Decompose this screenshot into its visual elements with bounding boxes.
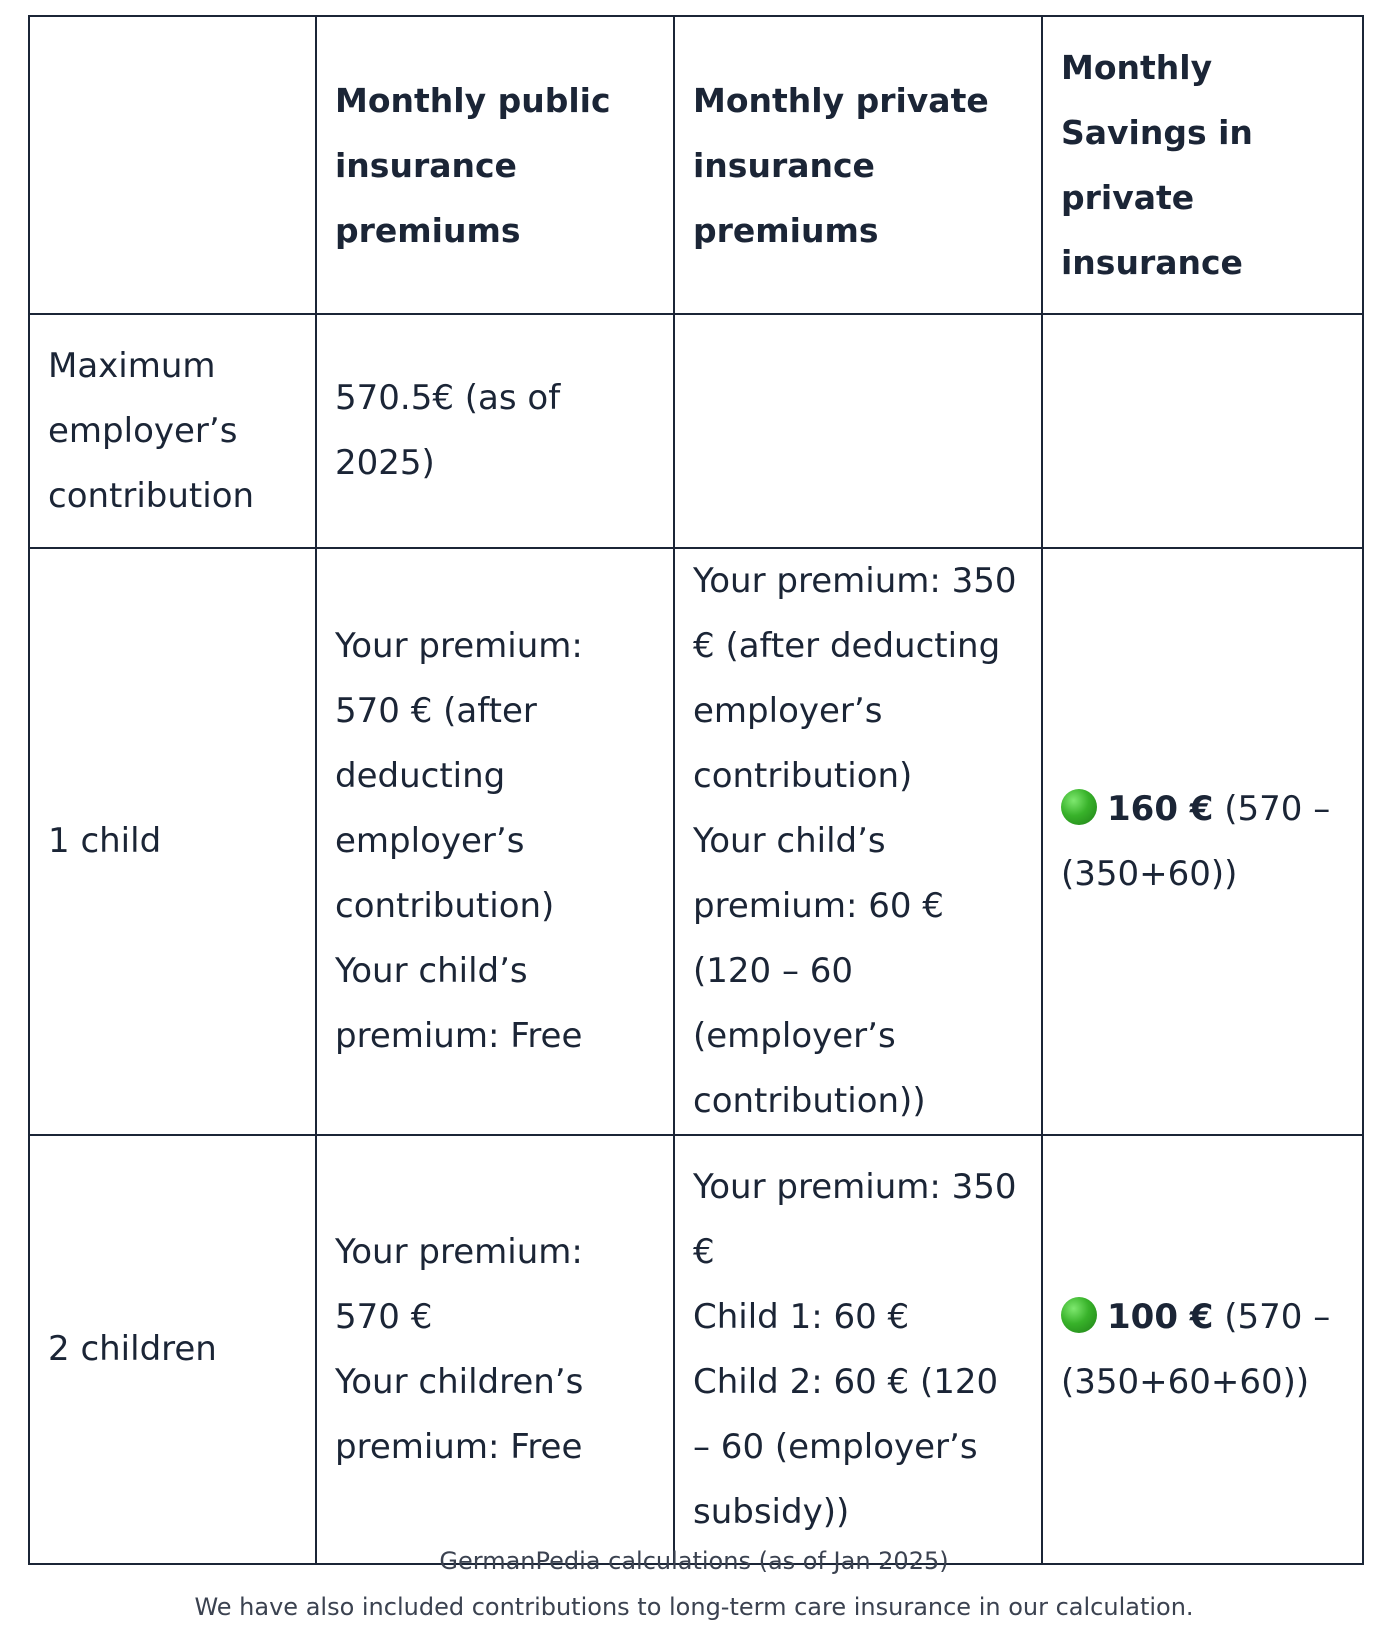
row-label: 2 children [29,1135,316,1564]
savings-amount: 100 € [1107,1296,1214,1337]
private-premium-text: Your premium: 350 € [693,1166,1017,1272]
green-circle-icon [1061,789,1097,825]
public-premium-cell [316,314,674,548]
table-header-row [29,16,1363,314]
savings-detail: (570 – (350+60+60)) [1061,1296,1331,1402]
private-premium-text: Child 2: 60 € (120 – 60 (employer’s subsidy)) [693,1361,999,1532]
public-premium-cell [316,548,674,1135]
private-premium-text: Your premium: 350 € (after deducting employer’s contribution) [693,561,1017,796]
savings-detail: (570 – (350+60)) [1061,788,1331,894]
table-source-caption: GermanPedia calculations (as of Jan 2025) [439,1547,949,1575]
public-premium-text: Your child’s premium: Free [335,951,583,1056]
header-monthly-savings: Monthly Savings in private insurance [1042,16,1363,314]
public-premium-cell [316,1135,674,1564]
savings-cell [1042,314,1363,548]
private-premium-cell [674,314,1042,548]
table-row [29,548,1363,1135]
table-row [29,1135,1363,1564]
public-premium-text: Your premium: 570 € (after deducting employer’s contribution) [335,626,583,926]
header-cell-empty [29,16,316,314]
savings-amount: 160 € [1107,788,1214,829]
premium-comparison-table [28,15,1364,1565]
savings-cell [1042,548,1363,1135]
table-row [29,314,1363,548]
public-premium-text: 570.5€ (as of 2025) [335,378,561,483]
table-note-caption: We have also included contributions to long-term care insurance in our calculation. [194,1593,1194,1621]
savings-cell [1042,1135,1363,1564]
row-label: Maximum employer’s contribution [29,314,316,548]
public-premium-text: Your premium: 570 € [335,1231,583,1337]
row-label: 1 child [29,548,316,1135]
public-premium-text: Your children’s premium: Free [335,1361,584,1467]
green-circle-icon [1061,1297,1097,1333]
header-public-premiums: Monthly public insurance premiums [316,16,674,314]
private-premium-text: Your child’s premium: 60 € (120 – 60 (employer’s contribution)) [693,821,944,1121]
private-premium-text: Child 1: 60 € [693,1296,910,1337]
header-private-premiums: Monthly private insurance premiums [674,16,1042,314]
private-premium-cell [674,1135,1042,1564]
private-premium-cell [674,548,1042,1135]
